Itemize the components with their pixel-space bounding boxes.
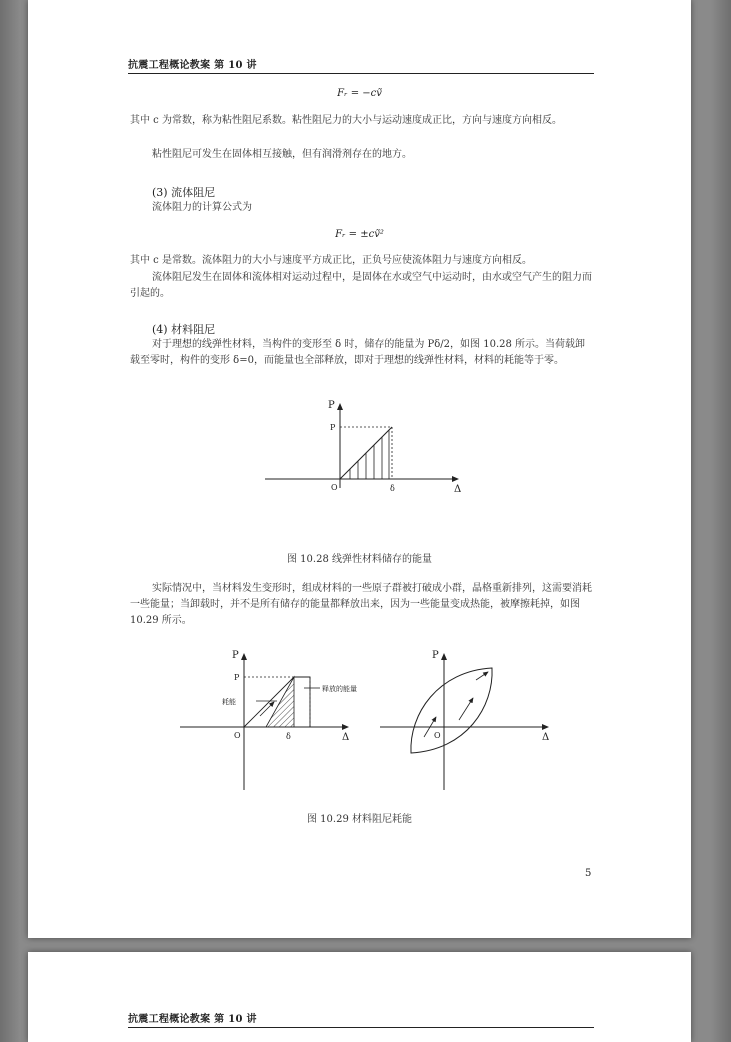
paragraph-linear-elastic: 对于理想的线弹性材料，当构件的变形至 δ 时，储存的能量为 Pδ/2，如图 10.28 所示。当荷载卸载至零时，构件的变形 δ=0，而能量也全部释放，即对于理想的线弹性材料，材料的耗能等于零。 — [130, 339, 586, 366]
released-energy-label: 释放的能量 — [322, 685, 357, 693]
paragraph-real-material: 实际情况中，当材料发生变形时，组成材料的一些原子群被打破成小群，晶格重新排列，这需要消耗一些能量；当卸载时，并不是所有储存的能量都释放出来，因为一些能量变成热能，被摩擦耗掉，如图 10.29 所示。 — [130, 583, 592, 626]
delta-axis-label: Δ — [454, 484, 462, 495]
left-origin-label: O — [234, 731, 241, 740]
page-header-next: 抗震工程概论教案 第 10 讲 — [128, 1010, 594, 1028]
figure-material-damping — [28, 644, 691, 794]
figure-caption-10-28: 图 10.28 线弹性材料储存的能量 — [287, 554, 432, 565]
left-p-tick-label: P — [234, 673, 240, 682]
p-tick-label: P — [330, 423, 336, 432]
hysteresis-loop — [411, 668, 492, 753]
figure-linear-elastic-energy — [28, 394, 691, 504]
right-loading-arrow-2 — [459, 698, 473, 720]
paragraph-fluid-coefficient: 其中 c 是常数。流体阻力的大小与速度平方成正比，正负号应使流体阻力与速度方向相反。 — [130, 255, 532, 266]
equation-fluid-damping: Fᵣ = ±cṽ² — [335, 229, 384, 240]
paragraph-fluid-formula-intro: 流体阻力的计算公式为 — [152, 202, 252, 213]
figure-caption-10-29: 图 10.29 材料阻尼耗能 — [307, 814, 412, 825]
paragraph-fluid-occurrence: 流体阻尼发生在固体和流体相对运动过程中，是固体在水或空气中运动时，由水或空气产生的阻力而引起的。 — [130, 272, 592, 299]
right-origin-label: O — [434, 731, 441, 740]
right-delta-axis-label: Δ — [542, 732, 550, 743]
section-heading-material-damping: (4) 材料阻尼 — [152, 323, 216, 336]
dissipated-energy-label: 耗能 — [222, 698, 236, 706]
section-heading-fluid-damping: (3) 流体阻尼 — [152, 186, 216, 199]
left-p-axis-label: P — [232, 650, 239, 661]
released-energy-area — [266, 677, 294, 727]
paragraph-viscous-coefficient: 其中 c 为常数，称为粘性阻尼系数。粘性阻尼力的大小与运动速度成正比，方向与速度方向相反。 — [130, 115, 562, 126]
origin-label: O — [331, 483, 338, 492]
delta-tick-label: δ — [390, 484, 395, 493]
right-p-axis-label: P — [432, 650, 439, 661]
equation-viscous-damping: Fᵣ = −cṽ — [337, 88, 382, 99]
document-page-5 — [28, 0, 691, 938]
p-axis-label: P — [328, 400, 335, 411]
page-header: 抗震工程概论教案 第 10 讲 — [128, 56, 594, 74]
right-loading-arrow-3 — [476, 672, 488, 680]
document-page-6 — [28, 952, 691, 1042]
paragraph-viscous-occurrence: 粘性阻尼可发生在固体相互接触，但有润滑剂存在的地方。 — [152, 149, 412, 160]
left-delta-axis-label: Δ — [342, 732, 350, 743]
page-number: 5 — [585, 868, 592, 879]
left-delta-tick-label: δ — [286, 732, 291, 741]
energy-hatch — [350, 430, 389, 479]
